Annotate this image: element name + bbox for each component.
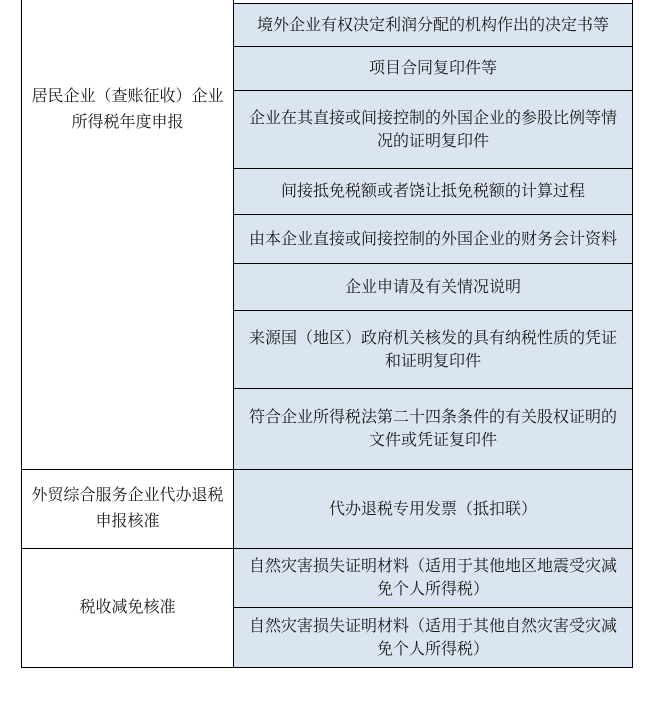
matter-label (31, 483, 223, 535)
document-cell: 间接抵免税额或者饶让抵免税额的计算过程 (234, 169, 632, 215)
document-cell: 企业在其直接或间接控制的外国企业的参股比例等情况的证明复印件 (234, 91, 632, 169)
matter-label-line1: 居民企业（查账征收）企业 (31, 88, 224, 105)
table-section-resident-enterprise (22, 0, 632, 469)
document-cell: 项目合同复印件等 (234, 47, 632, 91)
table-section-tax-reduction (22, 548, 632, 667)
document-cell: 企业申请及有关情况说明 (234, 264, 632, 311)
matter-label-line2: 所得税年度申报 (71, 114, 184, 131)
matter-cell (22, 0, 234, 469)
documents-column (234, 470, 632, 548)
document-cell: 由本企业直接或间接控制的外国企业的财务会计资料 (234, 215, 632, 264)
matter-cell (22, 470, 234, 548)
table-section-export-service (22, 469, 632, 548)
tax-filing-documents-table (21, 0, 633, 668)
matter-cell (22, 549, 234, 667)
document-cell: 自然灾害损失证明材料（适用于其他自然灾害受灾减免个人所得税） (234, 608, 632, 667)
matter-label-line2: 申报核准 (95, 513, 160, 530)
document-cell: 代办退税专用发票（抵扣联） (234, 470, 632, 548)
matter-label (79, 595, 175, 621)
matter-label-line1: 税收减免核准 (79, 599, 176, 616)
document-cell: 境外企业有权决定利润分配的机构作出的决定书等 (234, 4, 632, 47)
document-cell: 符合企业所得税法第二十四条条件的有关股权证明的文件或凭证复印件 (234, 389, 632, 469)
documents-column (234, 549, 632, 667)
matter-label (31, 84, 223, 136)
document-cell: 来源国（地区）政府机关核发的具有纳税性质的凭证和证明复印件 (234, 311, 632, 389)
documents-column (234, 3, 632, 469)
matter-label-line1: 外贸综合服务企业代办退税 (31, 487, 224, 504)
document-cell: 自然灾害损失证明材料（适用于其他地区地震受灾减免个人所得税） (234, 549, 632, 608)
